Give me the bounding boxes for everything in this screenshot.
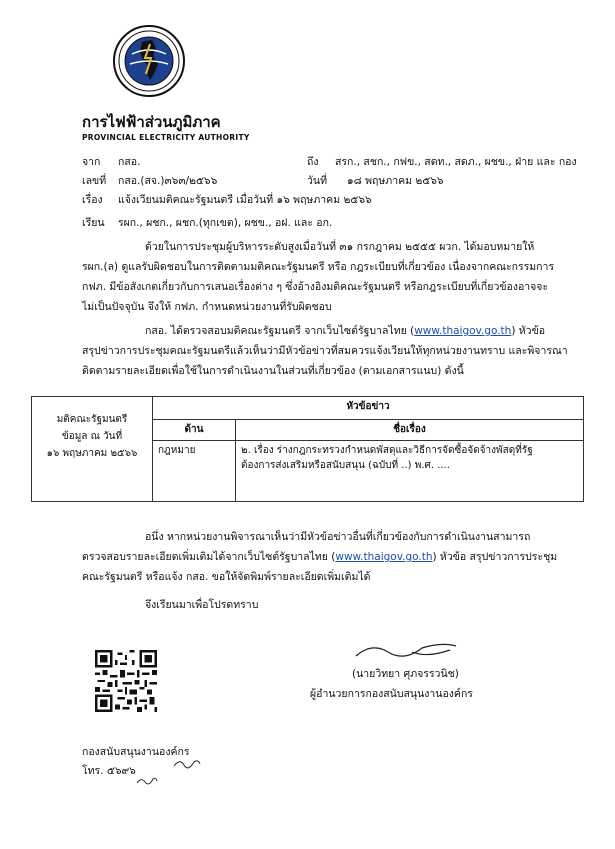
table-left-line-1: มติคณะรัฐมนตรี — [56, 414, 128, 425]
paragraph-2-line-3: ติดตามรายละเอียดเพื่อใช้ในการดำเนินงานในส่วนที่เกี่ยวข้อง (ตามเอกสารแนบ) ดังนี้ — [82, 365, 464, 377]
org-name-english: PROVINCIAL ELECTRICITY AUTHORITY — [82, 133, 250, 142]
table-col-side: ด้าน — [153, 420, 236, 441]
from-value: กสอ. — [118, 156, 141, 168]
table-row-title-line-1: ๒. เรื่อง ร่างกฎกระทรวงกำหนดพัสดุและวิธีการจัดซื้อจัดจ้างพัสดุที่รัฐ — [241, 445, 533, 456]
paragraph-3-text-end: ) หัวข้อ สรุปข่าวการประชุม — [432, 551, 558, 563]
table-date-cell — [32, 397, 153, 502]
attn-value: รผก., ผชก., ผชก.(ทุกเขต), ผชข., อฝ. และ อก. — [118, 217, 333, 229]
thaigov-link-2[interactable]: www.thaigov.go.th — [335, 551, 433, 563]
paragraph-1-line-4: ไม่เป็นปัจจุบัน จึงให้ กฟภ. กำหนดหน่วยงานที่รับผิดชอบ — [82, 301, 332, 313]
paragraph-2-line-2: สรุปข่าวการประชุมคณะรัฐมนตรีแล้วเห็นว่ามีหัวข้อข่าวที่สมควรแจ้งเวียนให้ทุกหน่วยงานทราบ และพิจารณา — [82, 345, 568, 357]
paragraph-3-line-2 — [82, 548, 557, 567]
paragraph-2-text-end: ) หัวข้อ — [511, 325, 546, 337]
table-row-title-line-2: ต้องการส่งเสริมหรือสนับสนุน (ฉบับที่ ..) พ.ศ. .... — [241, 460, 450, 471]
paragraph-2-line-1 — [145, 322, 545, 341]
thaigov-link[interactable]: www.thaigov.go.th — [414, 325, 512, 337]
table-left-line-3: ๑๖ พฤษภาคม ๒๕๖๖ — [46, 448, 138, 459]
date-label: วันที่ — [307, 175, 327, 187]
ref-value: กสอ.(สจ.)๓๖๓/๒๕๖๖ — [118, 175, 218, 187]
table-row-title — [236, 441, 584, 502]
small-initials-icon — [135, 774, 159, 786]
paragraph-1-line-2: รผก.(ล) ดูแลรับผิดชอบในการติดตามมติคณะรัฐมนตรี หรือ กฎระเบียบที่เกี่ยวข้อง เนื่องจากคณะกรรมการ — [82, 261, 555, 273]
initials-scribble-icon — [172, 756, 202, 770]
footer-department: กองสนับสนุนงานองค์กร — [82, 746, 190, 758]
to-value: สรก., สชก., กฟข., สดท., สดภ., ผชข., ฝ่าย และ กอง — [335, 156, 577, 168]
signer-name: (นายวิทยา ศุภจรรวนิช) — [352, 668, 459, 680]
signature-scribble-icon — [352, 638, 462, 662]
news-table — [31, 396, 584, 502]
closing-line: จึงเรียนมาเพื่อโปรดทราบ — [145, 599, 259, 611]
to-label: ถึง — [307, 156, 319, 168]
ref-label: เลขที่ — [82, 175, 107, 187]
paragraph-1-line-3: กฟภ. มีข้อสังเกตเกี่ยวกับการเสนอเรื่องต่าง ๆ ซึ่งอ้างอิงมติคณะรัฐมนตรี หรือกฎระเบียบที่เกี่ยวข้องอาจจะ — [82, 281, 549, 293]
paragraph-1-line-1: ด้วยในการประชุมผู้บริหารระดับสูงเมื่อวันที่ ๓๑ กรกฎาคม ๒๕๕๕ ผวก. ได้มอบหมายให้ — [145, 241, 535, 253]
signer-position: ผู้อำนวยการกองสนับสนุนงานองค์กร — [310, 688, 473, 700]
qr-code-icon — [95, 650, 157, 712]
table-header-main: หัวข้อข่าว — [153, 397, 584, 420]
subject-label: เรื่อง — [82, 194, 103, 206]
paragraph-3-text-start: ตรวจสอบรายละเอียดเพิ่มเติมได้จากเว็บไซต์รัฐบาลไทย ( — [82, 551, 336, 563]
date-value: ๑๘ พฤษภาคม ๒๕๖๖ — [347, 175, 444, 187]
pea-emblem-icon — [112, 24, 186, 98]
from-label: จาก — [82, 156, 101, 168]
paragraph-3-line-3: คณะรัฐมนตรี หรือแจ้ง กสอ. ขอให้จัดพิมพ์รายละเอียดเพิ่มเติมได้ — [82, 571, 371, 583]
table-col-title: ชื่อเรื่อง — [236, 420, 584, 441]
attn-label: เรียน — [82, 217, 105, 229]
paragraph-2-text-start: กสอ. ได้ตรวจสอบมติคณะรัฐมนตรี จากเว็บไซต์รัฐบาลไทย ( — [145, 325, 415, 337]
footer-telephone: โทร. ๕๖๙๖ — [82, 765, 136, 777]
subject-value: แจ้งเวียนมติคณะรัฐมนตรี เมื่อวันที่ ๑๖ พฤษภาคม ๒๕๖๖ — [118, 194, 372, 206]
table-row-side: กฎหมาย — [153, 441, 236, 502]
org-name-thai: การไฟฟ้าส่วนภูมิภาค — [82, 113, 221, 131]
table-left-line-2: ข้อมูล ณ วันที่ — [61, 431, 123, 442]
paragraph-3-line-1: อนึ่ง หากหน่วยงานพิจารณาเห็นว่ามีหัวข้อข่าวอื่นที่เกี่ยวข้องกับการดำเนินงานสามารถ — [145, 531, 531, 543]
